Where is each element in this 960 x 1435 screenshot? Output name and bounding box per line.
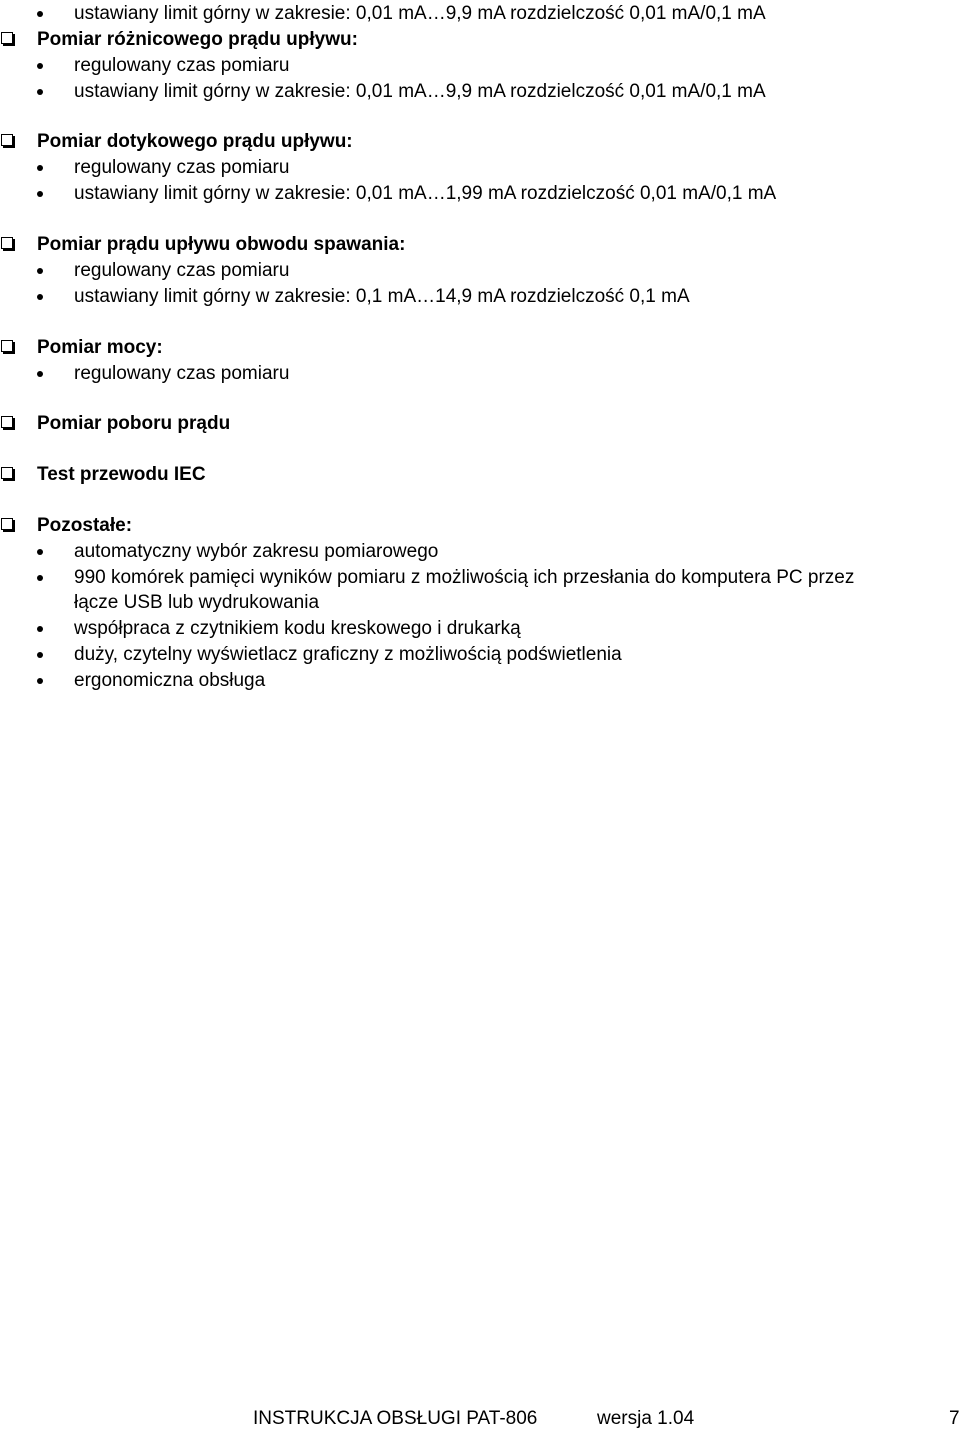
bullet-icon: [37, 191, 43, 197]
list-item-text: współpraca z czytnikiem kodu kreskowego i drukarką: [74, 618, 521, 639]
list-item-text: ustawiany limit górny w zakresie: 0,01 mA…1,99 mA rozdzielczość 0,01 mA/0,1 mA: [74, 183, 777, 204]
bullet-icon: [37, 549, 43, 555]
checkbox-square-icon: [1, 518, 13, 530]
bullet-icon: [37, 294, 43, 300]
bullet-icon: [37, 63, 43, 69]
bullet-icon: [37, 678, 43, 684]
section-title: Pomiar prądu upływu obwodu spawania:: [37, 234, 406, 255]
list-item-text: ustawiany limit górny w zakresie: 0,01 mA…9,9 mA rozdzielczość 0,01 mA/0,1 mA: [74, 81, 766, 102]
bullet-icon: [37, 652, 43, 658]
checkbox-square-icon: [1, 416, 13, 428]
checkbox-square-icon: [1, 340, 13, 352]
bullet-icon: [37, 575, 43, 581]
list-item-text: ustawiany limit górny w zakresie: 0,1 mA…14,9 mA rozdzielczość 0,1 mA: [74, 286, 690, 307]
list-item-text: regulowany czas pomiaru: [74, 55, 290, 76]
list-item-text: regulowany czas pomiaru: [74, 363, 290, 384]
list-item-text: 990 komórek pamięci wyników pomiaru z możliwością ich przesłania do komputera PC przez: [74, 567, 855, 588]
bullet-icon: [37, 165, 43, 171]
bullet-icon: [37, 371, 43, 377]
list-item-text: ergonomiczna obsługa: [74, 670, 266, 691]
section-title: Pomiar mocy:: [37, 337, 163, 358]
section-title: Pomiar dotykowego prądu upływu:: [37, 131, 353, 152]
list-item-text: automatyczny wybór zakresu pomiarowego: [74, 541, 439, 562]
checkbox-square-icon: [1, 134, 13, 146]
bullet-icon: [37, 268, 43, 274]
footer-version: wersja 1.04: [597, 1408, 695, 1429]
bullet-icon: [37, 11, 43, 17]
checkbox-square-icon: [1, 237, 13, 249]
bullet-icon: [37, 89, 43, 95]
bullet-icon: [37, 626, 43, 632]
section-title: Pozostałe:: [37, 515, 133, 536]
section-title: Pomiar poboru prądu: [37, 413, 231, 434]
section-title: Pomiar różnicowego prądu upływu:: [37, 29, 358, 50]
checkbox-square-icon: [1, 32, 13, 44]
section-title: Test przewodu IEC: [37, 464, 206, 485]
page-number: 7: [949, 1408, 960, 1429]
footer-title: INSTRUKCJA OBSŁUGI PAT-806: [253, 1408, 538, 1429]
list-item-text: ustawiany limit górny w zakresie: 0,01 mA…9,9 mA rozdzielczość 0,01 mA/0,1 mA: [74, 3, 766, 24]
list-item-text: regulowany czas pomiaru: [74, 157, 290, 178]
list-item-text: duży, czytelny wyświetlacz graficzny z możliwością podświetlenia: [74, 644, 622, 665]
checkbox-square-icon: [1, 467, 13, 479]
list-item-text: regulowany czas pomiaru: [74, 260, 290, 281]
list-item-text: łącze USB lub wydrukowania: [74, 592, 320, 613]
